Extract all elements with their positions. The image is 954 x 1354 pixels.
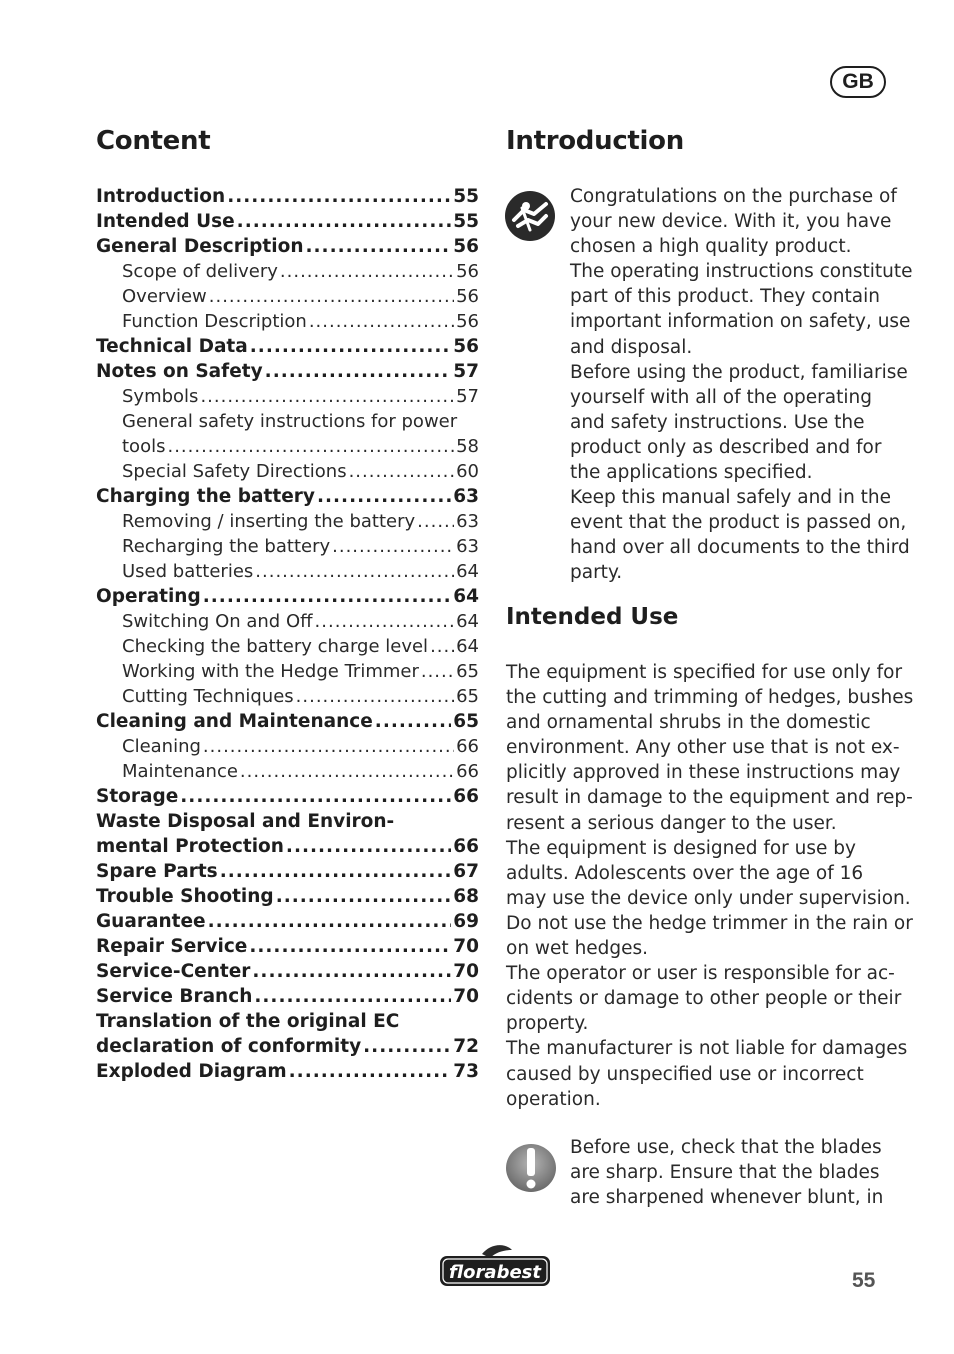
toc-entry-title: Symbols xyxy=(122,386,199,407)
toc-leader-dots xyxy=(421,659,454,684)
text-line: cidents or damage to other people or their xyxy=(506,988,902,1010)
text-line: result in damage to the equipment and rep- xyxy=(506,787,913,809)
toc-entry-title: Removing / inserting the battery xyxy=(122,511,416,532)
toc-leader-dots xyxy=(200,384,454,409)
toc-leader-dots xyxy=(255,559,454,584)
toc-entry-page: 72 xyxy=(453,1036,479,1057)
toc-entry-page: 57 xyxy=(456,386,479,407)
toc-leader-dots xyxy=(280,259,454,284)
toc-entry-title: Waste Disposal and Environ- xyxy=(96,811,395,832)
toc-entry-title: tools xyxy=(122,436,166,457)
text-line: the cutting and trimming of hedges, bushes xyxy=(506,687,914,709)
toc-entry xyxy=(96,409,479,434)
toc-leader-dots xyxy=(167,434,454,459)
text-line: and disposal. xyxy=(570,336,693,358)
toc-entry-page: 65 xyxy=(456,686,479,707)
toc-entry xyxy=(96,684,479,709)
toc-entry-page: 66 xyxy=(456,736,479,757)
toc-entry-page: 56 xyxy=(456,286,479,307)
toc-entry-title: Service-Center xyxy=(96,961,251,982)
toc-leader-dots xyxy=(375,709,451,734)
toc-entry-page: 69 xyxy=(453,911,479,932)
toc-entry xyxy=(96,959,479,984)
toc-leader-dots xyxy=(209,284,454,309)
toc-entry-page: 64 xyxy=(453,586,479,607)
text-line: Keep this manual safely and in the xyxy=(570,487,892,509)
toc-leader-dots xyxy=(203,584,452,609)
toc-entry-page: 57 xyxy=(453,361,479,382)
intended-use-text xyxy=(506,660,913,1112)
toc-entry xyxy=(96,309,479,334)
text-line: are sharpened whenever blunt, in xyxy=(570,1187,884,1209)
toc-leader-dots xyxy=(332,534,454,559)
toc-entry xyxy=(96,359,479,384)
text-line: event that the product is passed on, xyxy=(570,512,907,534)
toc-entry-title: Used batteries xyxy=(122,561,254,582)
content-heading: Content xyxy=(96,126,211,156)
text-line: on wet hedges. xyxy=(506,938,649,960)
text-line: yourself with all of the operating xyxy=(570,386,872,408)
toc-entry-page: 73 xyxy=(453,1061,479,1082)
toc-entry-page: 55 xyxy=(453,186,479,207)
toc-entry xyxy=(96,559,479,584)
toc-leader-dots xyxy=(203,734,454,759)
toc-entry xyxy=(96,859,479,884)
toc-entry xyxy=(96,259,479,284)
text-line: party. xyxy=(570,562,623,584)
toc-entry xyxy=(96,184,479,209)
toc-entry xyxy=(96,384,479,409)
toc-entry-page: 66 xyxy=(453,836,479,857)
toc-entry xyxy=(96,609,479,634)
toc-entry-page: 65 xyxy=(456,661,479,682)
page-number: 55 xyxy=(852,1269,876,1292)
toc-leader-dots xyxy=(309,309,454,334)
toc-leader-dots xyxy=(430,634,454,659)
toc-entry xyxy=(96,659,479,684)
toc-entry-title: Function Description xyxy=(122,311,307,332)
toc-entry-title: Working with the Hedge Trimmer xyxy=(122,661,419,682)
text-line: operation. xyxy=(506,1088,601,1110)
toc-entry xyxy=(96,509,479,534)
toc-leader-dots xyxy=(227,184,451,209)
language-badge: GB xyxy=(830,66,886,98)
toc-entry-title: Maintenance xyxy=(122,761,238,782)
toc-entry-page: 58 xyxy=(456,436,479,457)
toc-entry-page: 67 xyxy=(453,861,479,882)
toc-leader-dots xyxy=(249,934,451,959)
toc-leader-dots xyxy=(208,909,452,934)
introduction-text xyxy=(570,184,913,586)
toc-entry xyxy=(96,584,479,609)
text-line: and ornamental shrubs in the domestic xyxy=(506,712,871,734)
toc-entry-page: 64 xyxy=(456,561,479,582)
text-line: The operator or user is responsible for ac- xyxy=(506,963,895,985)
toc-entry xyxy=(96,784,479,809)
toc-entry xyxy=(96,434,479,459)
text-line: property. xyxy=(506,1013,589,1035)
text-line: The equipment is specified for use only for xyxy=(506,662,903,683)
toc-entry-page: 56 xyxy=(453,236,479,257)
toc-entry-page: 63 xyxy=(453,486,479,507)
text-line: resent a serious danger to the user. xyxy=(506,812,837,834)
toc-leader-dots xyxy=(286,834,451,859)
toc-entry xyxy=(96,1059,479,1084)
toc-entry-page: 70 xyxy=(453,961,479,982)
toc-entry-title: Storage xyxy=(96,786,179,807)
toc-leader-dots xyxy=(276,884,452,909)
warning-exclamation-icon xyxy=(504,1142,558,1198)
text-line: part of this product. They contain xyxy=(570,286,880,308)
text-line: Before using the product, familiarise xyxy=(570,361,908,383)
toc-leader-dots xyxy=(265,359,452,384)
toc-entry-title: Repair Service xyxy=(96,936,248,957)
toc-leader-dots xyxy=(315,609,455,634)
toc-entry xyxy=(96,984,479,1009)
toc-entry-title: Switching On and Off xyxy=(122,611,313,632)
read-manual-icon xyxy=(504,190,556,246)
toc-leader-dots xyxy=(349,459,455,484)
toc-leader-dots xyxy=(363,1034,451,1059)
toc-entry-page: 56 xyxy=(453,336,479,357)
toc-entry-title: Translation of the original EC xyxy=(96,1011,400,1032)
toc-leader-dots xyxy=(296,684,454,709)
toc-entry xyxy=(96,334,479,359)
toc-entry-title: Spare Parts xyxy=(96,861,218,882)
toc-leader-dots xyxy=(254,984,451,1009)
toc-entry-page: 63 xyxy=(456,536,479,557)
toc-entry-page: 64 xyxy=(456,611,479,632)
toc-entry xyxy=(96,459,479,484)
toc-entry-page: 68 xyxy=(453,886,479,907)
toc-entry xyxy=(96,734,479,759)
text-line: the applications specified. xyxy=(570,462,813,484)
toc-entry-page: 65 xyxy=(453,711,479,732)
intended-use-heading: Intended Use xyxy=(506,604,679,630)
toc-leader-dots xyxy=(250,334,451,359)
toc-leader-dots xyxy=(252,959,451,984)
svg-text:florabest: florabest xyxy=(449,1262,541,1283)
toc-leader-dots xyxy=(306,234,452,259)
toc-entry xyxy=(96,759,479,784)
toc-entry xyxy=(96,1034,479,1059)
toc-entry xyxy=(96,284,479,309)
text-line: Before use, check that the blades xyxy=(570,1137,882,1158)
text-line: important information on safety, use xyxy=(570,311,911,333)
toc-entry-title: mental Protection xyxy=(96,836,284,857)
table-of-contents xyxy=(96,184,479,1084)
toc-leader-dots xyxy=(240,759,454,784)
text-line: product only as described and for xyxy=(570,436,882,458)
toc-entry-page: 56 xyxy=(456,261,479,282)
toc-entry-title: Exploded Diagram xyxy=(96,1061,287,1082)
toc-entry-title: declaration of conformity xyxy=(96,1036,362,1057)
toc-leader-dots xyxy=(220,859,452,884)
text-line: Congratulations on the purchase of xyxy=(570,186,897,207)
toc-entry-title: Cleaning xyxy=(122,736,201,757)
toc-entry-page: 63 xyxy=(456,511,479,532)
toc-entry xyxy=(96,484,479,509)
toc-entry-title: Service Branch xyxy=(96,986,253,1007)
text-line: and safety instructions. Use the xyxy=(570,411,865,433)
toc-entry-title: Scope of delivery xyxy=(122,261,278,282)
toc-entry xyxy=(96,809,479,834)
toc-entry xyxy=(96,884,479,909)
toc-entry-title: Checking the battery charge level xyxy=(122,636,429,657)
warning-text xyxy=(570,1135,883,1210)
text-line: The manufacturer is not liable for damages xyxy=(506,1038,908,1060)
toc-entry-title: General safety instructions for power xyxy=(122,411,458,432)
toc-entry xyxy=(96,534,479,559)
toc-leader-dots xyxy=(180,784,451,809)
toc-leader-dots xyxy=(237,209,452,234)
toc-entry xyxy=(96,209,479,234)
toc-entry xyxy=(96,834,479,859)
toc-entry-page: 55 xyxy=(453,211,479,232)
toc-entry xyxy=(96,234,479,259)
toc-entry-title: Introduction xyxy=(96,186,226,207)
text-line: your new device. With it, you have xyxy=(570,211,892,233)
toc-entry-title: Trouble Shooting xyxy=(96,886,274,907)
text-line: Do not use the hedge trimmer in the rain or xyxy=(506,912,913,934)
toc-entry xyxy=(96,909,479,934)
text-line: environment. Any other use that is not ex- xyxy=(506,737,900,759)
toc-entry xyxy=(96,634,479,659)
toc-entry-page: 60 xyxy=(456,461,479,482)
toc-entry-title: Overview xyxy=(122,286,207,307)
toc-entry-page: 56 xyxy=(456,311,479,332)
text-line: are sharp. Ensure that the blades xyxy=(570,1162,880,1184)
toc-entry-page: 70 xyxy=(453,986,479,1007)
florabest-logo xyxy=(438,1244,552,1294)
toc-entry xyxy=(96,709,479,734)
toc-entry-page: 64 xyxy=(456,636,479,657)
text-line: plicitly approved in these instructions may xyxy=(506,762,901,784)
toc-entry-title: Charging the battery xyxy=(96,486,315,507)
toc-entry-page: 66 xyxy=(453,786,479,807)
toc-entry-title: Special Safety Directions xyxy=(122,461,347,482)
text-line: The equipment is designed for use by xyxy=(506,837,856,859)
toc-leader-dots xyxy=(317,484,451,509)
text-line: The operating instructions constitute xyxy=(570,261,913,283)
toc-entry-page: 70 xyxy=(453,936,479,957)
text-line: may use the device only under supervision. xyxy=(506,887,911,909)
toc-entry xyxy=(96,934,479,959)
toc-entry-title: Cleaning and Maintenance xyxy=(96,711,373,732)
text-line: adults. Adolescents over the age of 16 xyxy=(506,862,864,884)
toc-entry-title: Operating xyxy=(96,586,201,607)
toc-entry-title: Technical Data xyxy=(96,336,248,357)
toc-entry-title: Cutting Techniques xyxy=(122,686,294,707)
toc-entry-title: Notes on Safety xyxy=(96,361,263,382)
toc-leader-dots xyxy=(289,1059,452,1084)
toc-entry-title: General Description xyxy=(96,236,304,257)
text-line: caused by unspecified use or incorrect xyxy=(506,1063,864,1085)
text-line: chosen a high quality product. xyxy=(570,236,852,258)
introduction-heading: Introduction xyxy=(506,126,684,156)
toc-entry-title: Intended Use xyxy=(96,211,235,232)
toc-entry xyxy=(96,1009,479,1034)
toc-entry-title: Guarantee xyxy=(96,911,206,932)
toc-leader-dots xyxy=(417,509,454,534)
toc-entry-page: 66 xyxy=(456,761,479,782)
toc-entry-title: Recharging the battery xyxy=(122,536,331,557)
text-line: hand over all documents to the third xyxy=(570,537,910,559)
